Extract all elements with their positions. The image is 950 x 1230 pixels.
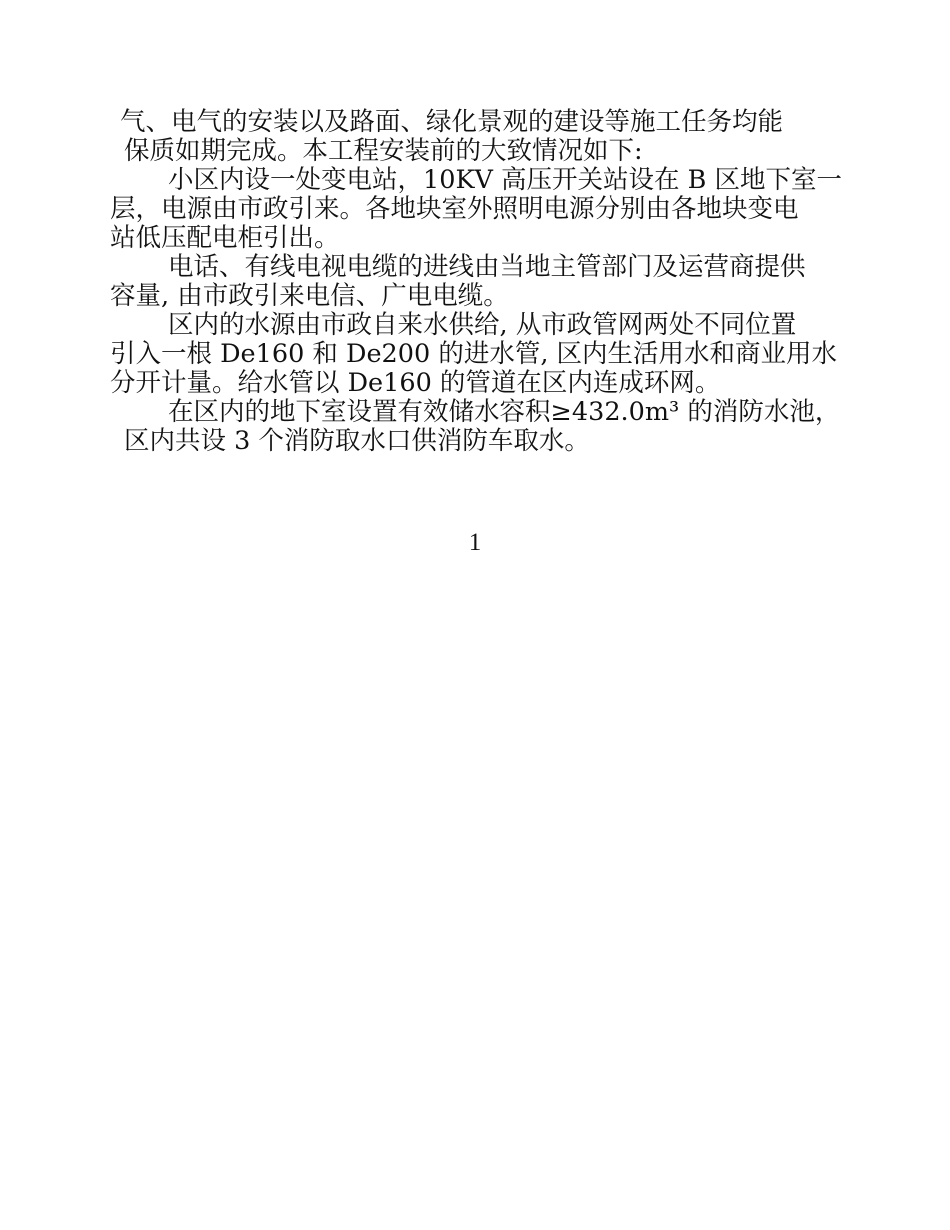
paragraph-line: 在区内的地下室设置有效储水容积≥432.0m³ 的消防水池， [168,397,841,427]
text-line: 区内共设 3 个消防取水口供消防车取水。 [124,426,590,456]
text-line: 站低压配电柜引出。 [110,223,340,253]
text-line: 保质如期完成。本工程安装前的大致情况如下: [124,136,643,166]
body-text [110,108,880,456]
text-line: 分开计量。给水管以 De160 的管道在区内连成环网。 [110,368,721,398]
paragraph-line: 小区内设一处变电站，10KV 高压开关站设在 B 区地下室一 [168,165,842,195]
text-line: 引入一根 De160 和 De200 的进水管, 区内生活用水和商业用水 [110,339,838,369]
page-number: 1 [468,529,482,556]
text-line: 容量, 由市政引来电信、广电电缆。 [110,281,509,311]
text-line: 气、电气的安装以及路面、绿化景观的建设等施工任务均能 [120,107,784,137]
text-line: 层，电源由市政引来。各地块室外照明电源分别由各地块变电 [110,194,799,224]
paragraph-line: 区内的水源由市政自来水供给, 从市政管网两处不同位置 [168,310,797,340]
paragraph-line: 电话、有线电视电缆的进线由当地主管部门及运营商提供 [168,252,806,282]
